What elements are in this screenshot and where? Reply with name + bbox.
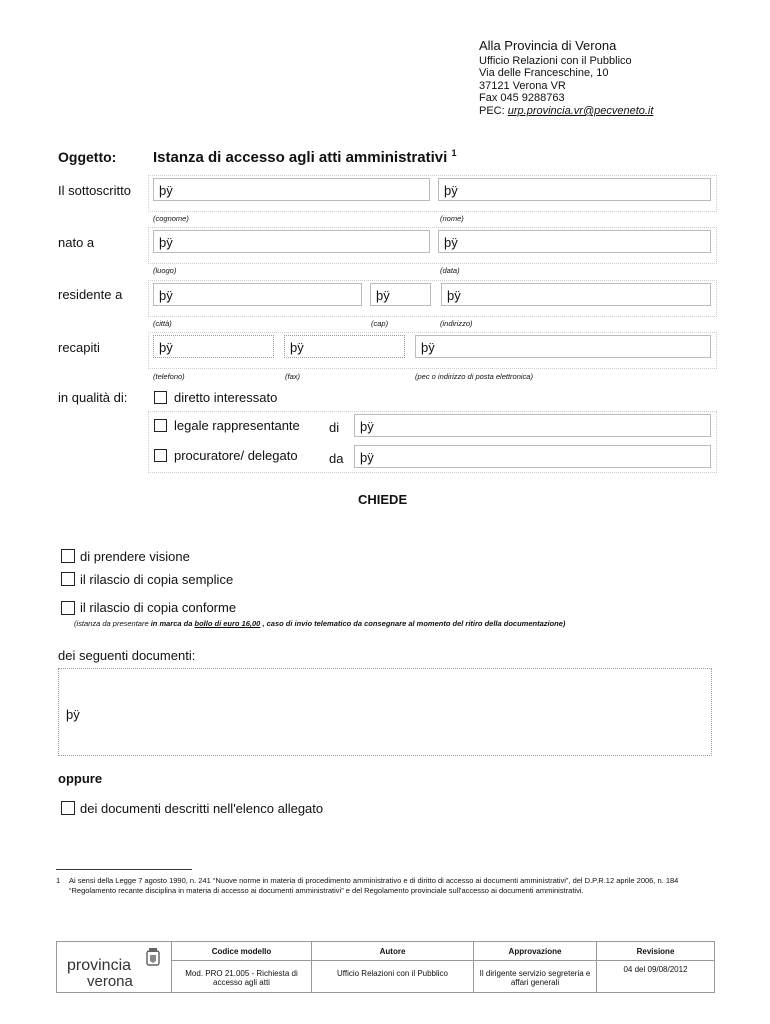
copia-conforme-checkbox[interactable] [61,601,75,615]
citta-caption: (città) [153,319,172,328]
footnote [56,876,716,896]
footer-header-autore: Autore [312,942,474,961]
elenco-allegato-label: dei documenti descritti nell'elenco allegato [80,801,324,816]
recipient-city: 37121 Verona VR [479,79,566,92]
bollo-note-bold2: , caso di invio telematico da consegnare al momento del ritiro della documentazione) [260,619,566,628]
di-field[interactable]: þÿ [354,414,711,437]
footer-approvazione-value: Il dirigente servizio segreteria e affari generali [474,961,597,993]
recipient-street: Via delle Franceschine, 10 [479,67,609,80]
nato-label: nato a [58,235,95,250]
telefono-field[interactable]: þÿ [153,335,274,358]
procuratore-delegato-checkbox[interactable] [154,449,167,462]
diretto-interessato-label: diretto interessato [174,390,278,405]
qualita-label: in qualità di: [58,390,128,405]
footnote-number: 1 [56,876,61,885]
recipient-fax: Fax 045 9288763 [479,92,565,105]
pec-caption: (pec o indirizzo di posta elettronica) [415,372,533,381]
footer-revisione-value: 04 del 09/08/2012 [597,961,715,993]
footer-autore-value: Ufficio Relazioni con il Pubblico [312,961,474,993]
footer-header-revisione: Revisione [597,942,715,961]
legale-rappresentante-checkbox[interactable] [154,419,167,432]
subject-label: Oggetto: [58,149,117,165]
telefono-caption: (telefono) [153,372,185,381]
nome-field[interactable]: þÿ [438,178,711,201]
nome-caption: (nome) [440,214,464,223]
data-caption: (data) [440,266,460,275]
luogo-caption: (luogo) [153,266,177,275]
recipient-address [479,40,653,118]
footer-header-approvazione: Approvazione [474,942,597,961]
documenti-textarea[interactable]: þÿ [58,668,712,756]
recipient-title: Alla Provincia di Verona [479,38,617,53]
footnote-text: Ai sensi della Legge 7 agosto 1990, n. 241 “Nuove norme in materia di procedimento amministrativo e di diritto di accesso ai documenti amministrativi”, del D.P.R.12 aprile 2006, n. 184 “Regolamento recante disciplina in materia di accesso ai documenti amministrativi” e del Regolamento provinciale sull'accesso ai documenti amministrativi. [69,876,679,895]
prendere-visione-label: di prendere visione [80,549,190,564]
coat-of-arms-icon [145,947,161,969]
fax-field[interactable]: þÿ [284,335,405,358]
data-field[interactable]: þÿ [438,230,711,253]
prendere-visione-checkbox[interactable] [61,549,75,563]
diretto-interessato-checkbox[interactable] [154,391,167,404]
citta-field[interactable]: þÿ [153,283,362,306]
residente-label: residente a [58,287,123,302]
bollo-note [74,619,565,628]
subject-footnote-ref: 1 [451,148,457,158]
subject-title-text: Istanza di accesso agli atti amministrativi [153,149,448,166]
fax-caption: (fax) [285,372,300,381]
bollo-note-bold1: in marca da [150,619,195,628]
pec-field[interactable]: þÿ [415,335,711,358]
indirizzo-caption: (indirizzo) [440,319,473,328]
provincia-logo [59,945,169,989]
copia-semplice-checkbox[interactable] [61,572,75,586]
recipient-pec [479,105,653,118]
di-label: di [329,420,340,435]
pec-label: PEC: [479,104,505,117]
recipient-office: Ufficio Relazioni con il Pubblico [479,54,632,67]
cognome-field[interactable]: þÿ [153,178,430,201]
bollo-note-pre: (istanza da presentare [74,619,151,628]
indirizzo-field[interactable]: þÿ [441,283,711,306]
da-field[interactable]: þÿ [354,445,711,468]
footer-codice-value: Mod. PRO 21.005 - Richiesta di accesso agli atti [172,961,312,993]
procuratore-delegato-label: procuratore/ delegato [174,448,298,463]
cap-caption: (cap) [371,319,389,328]
pec-email-link[interactable]: urp.provincia.vr@pecveneto.it [507,104,654,117]
footnote-separator [56,869,192,870]
subject-title [153,148,456,166]
documenti-label: dei seguenti documenti: [58,648,196,663]
cap-field[interactable]: þÿ [370,283,431,306]
copia-semplice-label: il rilascio di copia semplice [80,572,234,587]
logo-cell [57,942,172,993]
copia-conforme-label: il rilascio di copia conforme [80,600,237,615]
recapiti-label: recapiti [58,340,100,355]
luogo-field[interactable]: þÿ [153,230,430,253]
cognome-caption: (cognome) [153,214,189,223]
logo-verona-text: verona [87,973,133,990]
document-footer-table [56,941,715,993]
elenco-allegato-checkbox[interactable] [61,801,75,815]
logo-provincia-text: provincia [67,957,132,974]
oppure-label: oppure [58,771,103,786]
da-label: da [329,451,344,466]
sottoscritto-label: Il sottoscritto [58,183,131,198]
footer-header-codice: Codice modello [172,942,312,961]
bollo-note-amount: bollo di euro 16,00 [194,619,261,628]
chiede-heading: CHIEDE [358,492,408,507]
legale-rappresentante-label: legale rappresentante [174,418,300,433]
